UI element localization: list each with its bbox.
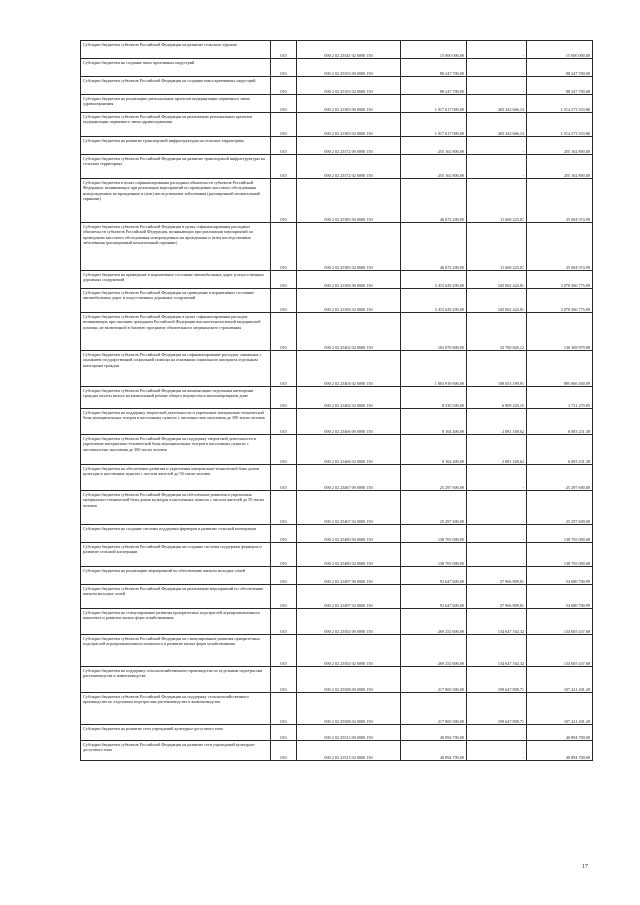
row-remaining: 895 866 400,09	[527, 351, 593, 387]
table-row	[81, 635, 593, 667]
row-code: 010	[271, 465, 297, 491]
row-code: 010	[271, 179, 297, 223]
row-budget-code: 000 2 02 25402 02 0000 150	[297, 313, 401, 351]
row-executed: -	[467, 543, 527, 567]
table-row	[81, 525, 593, 543]
table-row	[81, 95, 593, 113]
row-code: 010	[271, 313, 297, 351]
row-code: 010	[271, 351, 297, 387]
row-name	[81, 59, 271, 77]
row-approved: 88 247 700,00	[401, 77, 467, 95]
row-name	[81, 693, 271, 725]
row-name-text: Субсидии бюджетам на поддержку сельскохозяйственного производства по отдельным подотраслям растениеводства и животноводства	[83, 668, 263, 679]
row-code: 010	[271, 95, 297, 113]
table-row	[81, 351, 593, 387]
table-row	[81, 59, 593, 77]
row-budget-code: 000 2 02 25480 02 0000 150	[297, 543, 401, 567]
row-budget-code: 000 2 02 25508 02 0000 150	[297, 693, 401, 725]
table-row	[81, 271, 593, 289]
row-name	[81, 725, 271, 741]
row-name-text: Субсидии бюджетам субъектов Российской Федерации на реализацию мероприятий по обеспечению жильем молодых семей	[83, 586, 264, 597]
row-remaining: 6 083 231,38	[527, 409, 593, 435]
row-budget-code: 000 2 02 25497 02 0000 150	[297, 585, 401, 609]
row-budget-code: 000 2 02 25394 00 0000 150	[297, 271, 401, 289]
row-approved: 46 673 200,00	[401, 179, 467, 223]
row-name	[81, 585, 271, 609]
row-code: 010	[271, 543, 297, 567]
row-budget-code: 000 2 02 25372 00 0000 150	[297, 137, 401, 155]
row-name	[81, 313, 271, 351]
row-approved: 1 917 617 000,00	[401, 113, 467, 137]
row-name	[81, 525, 271, 543]
row-name	[81, 41, 271, 59]
row-name-text: Субсидии бюджетам на развитие транспортной инфраструктуры на сельских территориях	[83, 138, 244, 143]
row-remaining: 35 004 974,99	[527, 223, 593, 271]
row-remaining: 3 070 566 775,09	[527, 271, 593, 289]
row-approved: 92 647 600,00	[401, 585, 467, 609]
row-remaining: 6 083 231,38	[527, 435, 593, 465]
row-code: 010	[271, 491, 297, 525]
table-row	[81, 609, 593, 635]
row-approved: 217 069 300,00	[401, 667, 467, 693]
row-name	[81, 113, 271, 137]
row-approved: 15 000 000,00	[401, 41, 467, 59]
row-approved: 8 530 500,00	[401, 387, 467, 409]
row-budget-code: 000 2 02 25467 00 0000 150	[297, 465, 401, 491]
row-name-text: Субсидии бюджетам субъектов Российской Федерации на поддержку сельскохозяйственного производства по отдельным подотраслям растениеводства и животноводства	[83, 694, 249, 705]
row-approved: 269 252 600,00	[401, 635, 467, 667]
row-budget-code: 000 2 02 25508 00 0000 150	[297, 667, 401, 693]
row-name	[81, 409, 271, 435]
row-remaining: 25 297 600,00	[527, 491, 593, 525]
row-budget-code: 000 2 02 25466 02 0000 150	[297, 435, 401, 465]
row-executed: 37 966 899,01	[467, 567, 527, 585]
row-code: 010	[271, 693, 297, 725]
row-code: 010	[271, 137, 297, 155]
row-executed: -	[467, 41, 527, 59]
row-name-text: Субсидии бюджетам на создание школ креативных индустрий	[83, 60, 195, 65]
row-approved: 8 164 400,00	[401, 409, 467, 435]
row-budget-code: 000 2 02 25353 00 0000 150	[297, 59, 401, 77]
row-name	[81, 289, 271, 313]
row-executed: -	[467, 77, 527, 95]
row-remaining: 130 369 979,88	[527, 313, 593, 351]
row-remaining: 40 894 700,00	[527, 741, 593, 761]
row-name-text: Субсидии бюджетам на стимулирование развития приоритетных подотраслей агропромышленного комплекса и развитие малых форм хозяйствования	[83, 610, 261, 621]
row-name-text: Субсидии бюджетам субъектов Российской Федерации на обеспечение развития и укрепления материально-технической базы домов культуры в населенных пунктах с числом жителей до 50 тысяч человек	[83, 492, 265, 508]
row-executed: 6 809 229,15	[467, 387, 527, 409]
row-executed: -	[467, 525, 527, 543]
table-row	[81, 667, 593, 693]
table-row	[81, 725, 593, 741]
row-budget-code: 000 2 02 25502 00 0000 150	[297, 609, 401, 635]
row-budget-code: 000 2 02 25497 00 0000 150	[297, 567, 401, 585]
row-executed: 11 668 225,01	[467, 179, 527, 223]
row-budget-code: 000 2 02 25385 02 0000 150	[297, 223, 401, 271]
row-executed: -	[467, 725, 527, 741]
row-executed: 37 966 899,01	[467, 585, 527, 609]
row-code: 010	[271, 409, 297, 435]
row-name-text: Субсидии бюджетам субъектов Российской Федерации на софинансирование расходов, связанных с оказанием государственной социальной помощи на основании социального контракта отдельным категориям граждан	[83, 352, 262, 368]
row-executed: 2 081 168,62	[467, 435, 527, 465]
row-approved: 217 069 300,00	[401, 693, 467, 725]
row-budget-code: 000 2 02 25467 02 0000 150	[297, 491, 401, 525]
table-row	[81, 137, 593, 155]
row-executed: 345 062 424,91	[467, 271, 527, 289]
row-budget-code: 000 2 02 25466 00 0000 150	[297, 409, 401, 435]
row-budget-code: 000 2 02 25341 02 0000 150	[297, 41, 401, 59]
row-executed: 11 668 225,01	[467, 223, 527, 271]
row-approved: 25 297 600,00	[401, 491, 467, 525]
row-remaining: 88 247 700,00	[527, 77, 593, 95]
row-code: 010	[271, 59, 297, 77]
row-name-text: Субсидии бюджетам в целях софинансирования расходных обязательств субъектов Российской Федерации, возникающих при реализации мероприятий по проведению массового обследования новорожденных на врожденные и (или) наследственные заболевания (расширенный неонатальный скрининг)	[83, 180, 260, 202]
row-remaining: 107 421 201,29	[527, 667, 593, 693]
row-code: 010	[271, 155, 297, 179]
row-remaining: 40 894 700,00	[527, 725, 593, 741]
row-code: 010	[271, 435, 297, 465]
row-remaining: 1 721 270,85	[527, 387, 593, 409]
row-name-text: Субсидии бюджетам субъектов Российской Федерации на поддержку творческой деятельности и укрепление материально-технической базы муниципальных театров в населенных пунктах с численностью населения до 300 тысяч человек	[83, 436, 257, 452]
row-executed: 134 647 162,32	[467, 635, 527, 667]
row-code: 010	[271, 387, 297, 409]
row-approved: 269 252 600,00	[401, 609, 467, 635]
table-row	[81, 585, 593, 609]
row-name	[81, 223, 271, 271]
row-budget-code: 000 2 02 25385 00 0000 150	[297, 179, 401, 223]
row-name	[81, 667, 271, 693]
row-approved: 1 003 919 600,00	[401, 351, 467, 387]
row-remaining: 107 421 201,29	[527, 693, 593, 725]
table-row	[81, 179, 593, 223]
row-approved: 46 673 200,00	[401, 223, 467, 271]
row-code: 010	[271, 113, 297, 137]
table-row	[81, 289, 593, 313]
row-name	[81, 179, 271, 223]
row-name	[81, 387, 271, 409]
row-remaining: 134 605 437,68	[527, 635, 593, 667]
row-code: 010	[271, 585, 297, 609]
row-remaining: 255 162 800,00	[527, 137, 593, 155]
table-row	[81, 543, 593, 567]
row-approved: 25 297 600,00	[401, 465, 467, 491]
row-code: 010	[271, 635, 297, 667]
row-executed: 2 081 168,62	[467, 409, 527, 435]
row-budget-code: 000 2 02 25462 02 0000 150	[297, 387, 401, 409]
row-code: 010	[271, 289, 297, 313]
row-approved: 40 894 700,00	[401, 741, 467, 761]
row-approved: 138 705 000,00	[401, 525, 467, 543]
row-executed: -	[467, 155, 527, 179]
table-row	[81, 741, 593, 761]
table-row	[81, 465, 593, 491]
row-approved: 8 164 400,00	[401, 435, 467, 465]
row-approved: 255 162 800,00	[401, 155, 467, 179]
row-name	[81, 741, 271, 761]
row-name	[81, 465, 271, 491]
row-name	[81, 271, 271, 289]
row-code: 010	[271, 271, 297, 289]
row-name	[81, 567, 271, 585]
row-code: 010	[271, 525, 297, 543]
row-name-text: Субсидии бюджетам субъектов Российской Федерации на развитие транспортной инфраструктуры на сельских территориях	[83, 156, 265, 167]
row-executed: 32 700 820,12	[467, 313, 527, 351]
row-budget-code: 000 2 02 25365 00 0000 150	[297, 95, 401, 113]
row-name	[81, 635, 271, 667]
row-name-text: Субсидии бюджетам субъектов Российской Федерации на создание системы поддержки фермеров и развитие сельской кооперации	[83, 544, 262, 555]
row-executed: 109 647 898,71	[467, 667, 527, 693]
row-name-text: Субсидии бюджетам на создание системы поддержки фермеров и развитие сельской кооперации	[83, 526, 256, 531]
row-name-text: Субсидии бюджетам субъектов Российской Федерации в целях софинансирования расходов, возникающих при оказании гражданам Российской Федерации высокотехнологичной медицинской помощи, не включенной в базовую программу обязательного медицинского страхования	[83, 314, 261, 330]
row-code: 010	[271, 667, 297, 693]
row-remaining: 3 070 566 775,09	[527, 289, 593, 313]
table-row	[81, 77, 593, 95]
row-executed: 108 053 199,91	[467, 351, 527, 387]
row-code: 010	[271, 609, 297, 635]
row-name-text: Субсидии бюджетам субъектов Российской Федерации в целях софинансирования расходных обязательств субъектов Российской Федерации, возникающих при реализации мероприятий по проведению массового обследования новорожденных на врожденные и (или) наследственные заболевания (расширенный неонатальный скрининг)	[83, 224, 253, 246]
table-row	[81, 387, 593, 409]
row-executed: 134 647 162,32	[467, 609, 527, 635]
table-row	[81, 313, 593, 351]
row-approved: 138 705 000,00	[401, 543, 467, 567]
row-name-text: Субсидии бюджетам на обеспечение развития и укрепления материально-технической базы домов культуры в населенных пунктах с числом жителей до 50 тысяч человек	[83, 466, 260, 477]
row-name-text: Субсидии бюджетам субъектов Российской Федерации на развитие сельского туризма	[83, 42, 237, 47]
row-name-text: Субсидии бюджетам субъектов Российской Федерации на развитие сети учреждений культурно-досугового типа	[83, 742, 256, 753]
row-remaining: 138 705 000,00	[527, 543, 593, 567]
table-row	[81, 409, 593, 435]
row-code: 010	[271, 725, 297, 741]
row-approved: 88 247 700,00	[401, 59, 467, 77]
row-code: 010	[271, 223, 297, 271]
row-remaining: 15 000 000,00	[527, 41, 593, 59]
row-approved: 163 070 800,00	[401, 313, 467, 351]
page-number: 17	[582, 864, 588, 870]
row-executed: -	[467, 741, 527, 761]
row-executed: 403 343 666,14	[467, 95, 527, 113]
row-name	[81, 351, 271, 387]
row-name-text: Субсидии бюджетам на развитие сети учреждений культурно-досугового типа	[83, 726, 223, 731]
row-name	[81, 491, 271, 525]
budget-table	[80, 40, 593, 761]
row-name-text: Субсидии бюджетам на поддержку творческой деятельности и укрепление материально-технической базы муниципальных театров в населенных пунктах с численностью населения до 300 тысяч человек	[83, 410, 265, 421]
row-remaining: 54 680 700,99	[527, 567, 593, 585]
row-name-text: Субсидии бюджетам на приведение в нормативное состояние автомобильных дорог и искусственных дорожных сооружений	[83, 272, 265, 283]
row-name	[81, 609, 271, 635]
row-name-text: Субсидии бюджетам субъектов Российской Федерации на реализацию региональных проектов модернизации первичного звена здравоохранения	[83, 114, 253, 125]
row-remaining: 25 297 600,00	[527, 465, 593, 491]
table-row	[81, 113, 593, 137]
row-name-text: Субсидии бюджетам на реализацию мероприятий по обеспечению жильем молодых семей	[83, 568, 246, 573]
row-remaining: 134 605 437,68	[527, 609, 593, 635]
row-code: 010	[271, 77, 297, 95]
row-budget-code: 000 2 02 25502 02 0000 150	[297, 635, 401, 667]
row-approved: 255 162 800,00	[401, 137, 467, 155]
row-code: 010	[271, 741, 297, 761]
row-name	[81, 77, 271, 95]
table-row	[81, 491, 593, 525]
row-remaining: 88 247 700,00	[527, 59, 593, 77]
table-row	[81, 41, 593, 59]
row-remaining: 255 162 800,00	[527, 155, 593, 179]
row-name	[81, 95, 271, 113]
row-budget-code: 000 2 02 25480 00 0000 150	[297, 525, 401, 543]
row-approved: 40 894 700,00	[401, 725, 467, 741]
row-remaining: 1 514 273 333,86	[527, 113, 593, 137]
row-budget-code: 000 2 02 25353 02 0000 150	[297, 77, 401, 95]
row-name	[81, 435, 271, 465]
row-name-text: Субсидии бюджетам на реализацию региональных проектов модернизации первичного звена здравоохранения	[83, 96, 250, 107]
row-name-text: Субсидии бюджетам субъектов Российской Федерации на стимулирование развития приоритетных подотраслей агропромышленного комплекса и развитие малых форм хозяйствования	[83, 636, 261, 647]
row-remaining: 138 705 000,00	[527, 525, 593, 543]
row-code: 010	[271, 41, 297, 59]
row-budget-code: 000 2 02 25404 02 0000 150	[297, 351, 401, 387]
row-executed: -	[467, 491, 527, 525]
row-name	[81, 155, 271, 179]
row-name-text: Субсидии бюджетам субъектов Российской Федерации на компенсацию отдельным категориям граждан оплаты взноса на капитальный ремонт общего имущества в многоквартирном доме	[83, 388, 254, 399]
row-budget-code: 000 2 02 25394 02 0000 150	[297, 289, 401, 313]
row-approved: 3 415 629 200,00	[401, 289, 467, 313]
row-executed: -	[467, 465, 527, 491]
row-executed: 403 343 666,14	[467, 113, 527, 137]
row-code: 010	[271, 567, 297, 585]
row-remaining: 1 514 273 333,86	[527, 95, 593, 113]
row-budget-code: 000 2 02 25513 02 0000 150	[297, 741, 401, 761]
row-name-text: Субсидии бюджетам субъектов Российской Федерации на создание школ креативных индустрий	[83, 78, 256, 83]
table-row	[81, 223, 593, 271]
row-approved: 1 917 617 000,00	[401, 95, 467, 113]
row-executed: 109 647 898,71	[467, 693, 527, 725]
table-row	[81, 693, 593, 725]
row-name-text: Субсидии бюджетам субъектов Российской Федерации на приведение в нормативное состояние автомобильных дорог и искусственных дорожных сооружений	[83, 290, 255, 301]
row-budget-code: 000 2 02 25365 02 0000 150	[297, 113, 401, 137]
row-executed: -	[467, 59, 527, 77]
table-row	[81, 567, 593, 585]
table-row	[81, 155, 593, 179]
row-executed: -	[467, 137, 527, 155]
row-remaining: 54 680 700,99	[527, 585, 593, 609]
row-approved: 3 415 629 200,00	[401, 271, 467, 289]
row-approved: 92 647 600,00	[401, 567, 467, 585]
table-row	[81, 435, 593, 465]
row-executed: 345 062 424,91	[467, 289, 527, 313]
row-name	[81, 543, 271, 567]
row-budget-code: 000 2 02 25372 02 0000 150	[297, 155, 401, 179]
row-name	[81, 137, 271, 155]
row-budget-code: 000 2 02 25513 00 0000 150	[297, 725, 401, 741]
row-remaining: 35 004 974,99	[527, 179, 593, 223]
